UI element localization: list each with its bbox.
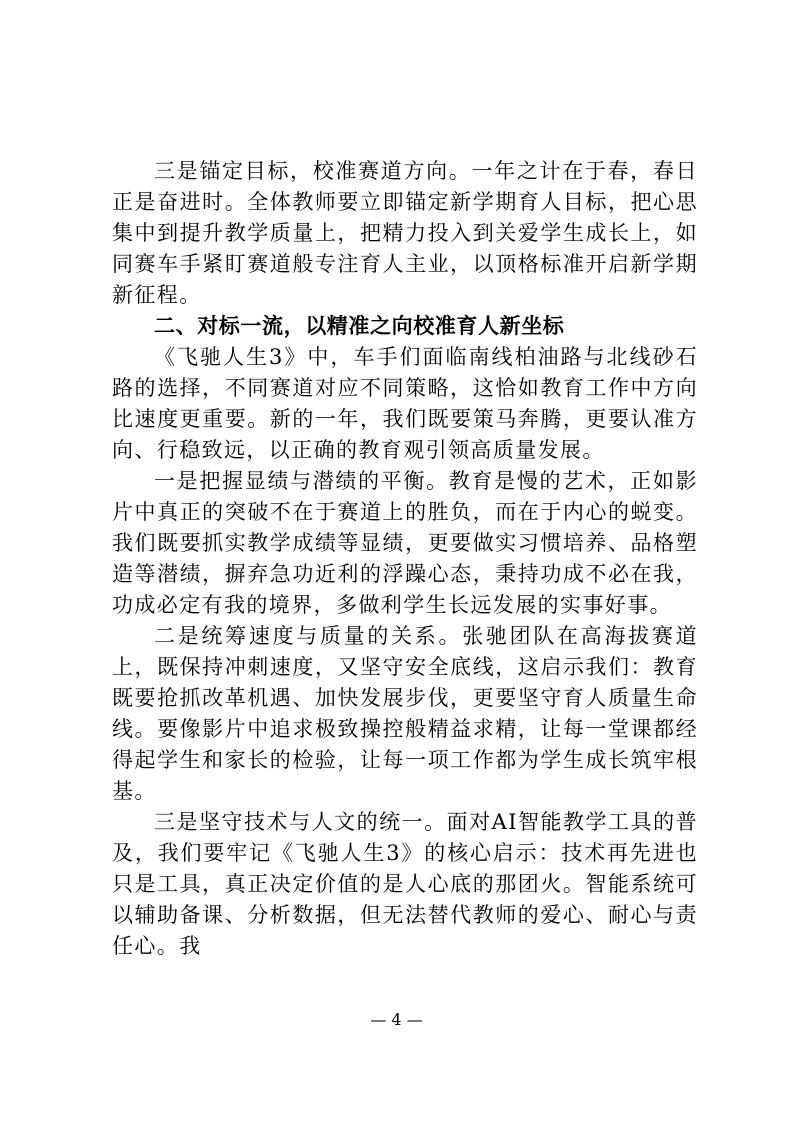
paragraph-goal: 三是锚定目标，校准赛道方向。一年之计在于春，春日正是奋进时。全体教师要立即锚定新学期育人目标，把心思集中到提升教学质量上，把精力投入到关爱学生成长上，如同赛车手紧盯赛道般专注育人主业，以顶格标准开启新学期新征程。	[112, 159, 698, 307]
paragraph-direction: 《飞驰人生3》中，车手们面临南线柏油路与北线砂石路的选择，不同赛道对应不同策略，这恰如教育工作中方向比速度更重要。新的一年，我们既要策马奔腾，更要认准方向、行稳致远，以正确的教育观引领高质量发展。	[112, 345, 698, 462]
document-body	[112, 156, 698, 962]
page-number: — 4 —	[370, 1010, 423, 1029]
paragraph-speed-quality: 二是统筹速度与质量的关系。张驰团队在高海拔赛道上，既保持冲刺速度，又坚守安全底线，这启示我们：教育既要抢抓改革机遇、加快发展步伐，更要坚守育人质量生命线。要像影片中追求极致操控般精益求精，让每一堂课都经得起学生和家长的检验，让每一项工作都为学生成长筑牢根基。	[112, 624, 698, 803]
paragraph-technology: 三是坚守技术与人文的统一。面对AI智能教学工具的普及，我们要牢记《飞驰人生3》的核心启示：技术再先进也只是工具，真正决定价值的是人心底的那团火。智能系统可以辅助备课、分析数据，但无法替代教师的爱心、耐心与责任心。我	[112, 810, 698, 958]
section-heading: 二、对标一流，以精准之向校准育人新坐标	[154, 314, 565, 338]
paragraph-achievements: 一是把握显绩与潜绩的平衡。教育是慢的艺术，正如影片中真正的突破不在于赛道上的胜负，而在于内心的蜕变。我们既要抓实教学成绩等显绩，更要做实习惯培养、品格塑造等潜绩，摒弃急功近利的浮躁心态，秉持功成不必在我，功成必定有我的境界，多做利学生长远发展的实事好事。	[112, 469, 698, 617]
